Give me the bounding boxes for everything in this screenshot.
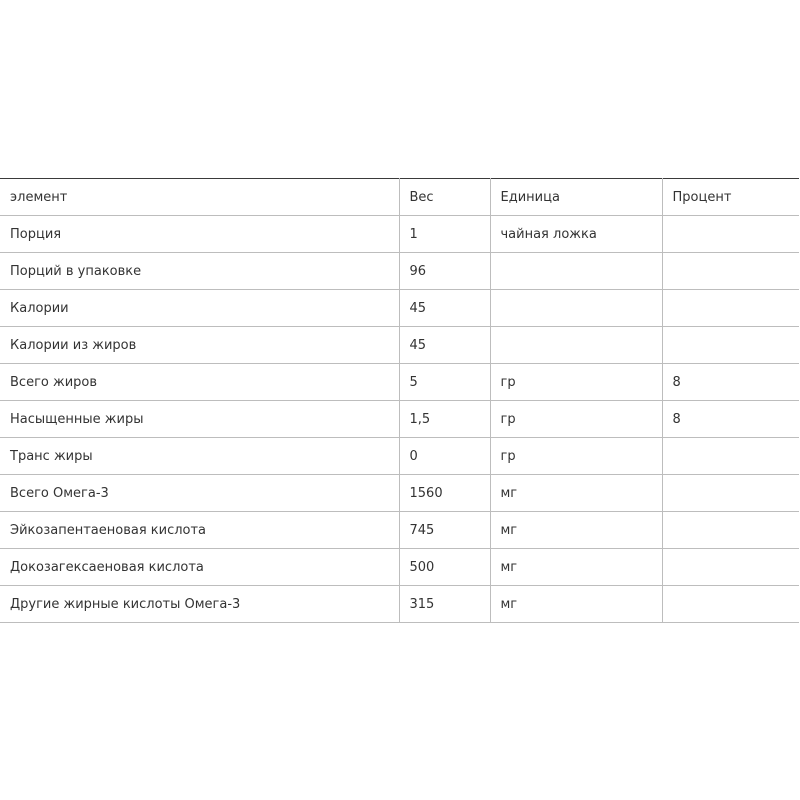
table-cell-unit: мг bbox=[490, 586, 662, 623]
table-cell-weight: 1,5 bbox=[399, 401, 490, 438]
table-cell-element: Порций в упаковке bbox=[0, 253, 399, 290]
table-cell-unit bbox=[490, 290, 662, 327]
table-cell-percent bbox=[662, 327, 799, 364]
table-cell-percent bbox=[662, 512, 799, 549]
table-cell-percent bbox=[662, 475, 799, 512]
table-cell-percent bbox=[662, 290, 799, 327]
table-cell-weight: 500 bbox=[399, 549, 490, 586]
table-cell-weight: 0 bbox=[399, 438, 490, 475]
table-cell-element: Докозагексаеновая кислота bbox=[0, 549, 399, 586]
table-row bbox=[0, 327, 799, 364]
table-row bbox=[0, 216, 799, 253]
table-cell-element: Эйкозапентаеновая кислота bbox=[0, 512, 399, 549]
table-cell-weight: 5 bbox=[399, 364, 490, 401]
table-row bbox=[0, 586, 799, 623]
table-cell-weight: 1 bbox=[399, 216, 490, 253]
table-cell-weight: 745 bbox=[399, 512, 490, 549]
column-header-weight: Вес bbox=[399, 179, 490, 216]
table-row bbox=[0, 253, 799, 290]
table-row bbox=[0, 290, 799, 327]
table-cell-unit: гр bbox=[490, 401, 662, 438]
table-cell-unit: гр bbox=[490, 438, 662, 475]
table-cell-element: Насыщенные жиры bbox=[0, 401, 399, 438]
table-cell-element: Калории bbox=[0, 290, 399, 327]
table-cell-weight: 1560 bbox=[399, 475, 490, 512]
table-cell-element: Порция bbox=[0, 216, 399, 253]
table-cell-weight: 315 bbox=[399, 586, 490, 623]
table-row bbox=[0, 512, 799, 549]
table-row bbox=[0, 401, 799, 438]
table-cell-element: Транс жиры bbox=[0, 438, 399, 475]
table-cell-percent bbox=[662, 438, 799, 475]
nutrition-table bbox=[0, 178, 799, 623]
table-cell-element: Калории из жиров bbox=[0, 327, 399, 364]
table-cell-percent bbox=[662, 216, 799, 253]
column-header-element: элемент bbox=[0, 179, 399, 216]
nutrition-table-container bbox=[0, 178, 799, 624]
table-cell-unit: мг bbox=[490, 512, 662, 549]
table-row bbox=[0, 364, 799, 401]
column-header-unit: Единица bbox=[490, 179, 662, 216]
table-cell-unit bbox=[490, 253, 662, 290]
table-cell-unit: мг bbox=[490, 475, 662, 512]
column-header-percent: Процент bbox=[662, 179, 799, 216]
table-cell-weight: 45 bbox=[399, 327, 490, 364]
table-cell-unit: чайная ложка bbox=[490, 216, 662, 253]
table-cell-percent bbox=[662, 586, 799, 623]
table-row bbox=[0, 475, 799, 512]
table-cell-unit: мг bbox=[490, 549, 662, 586]
table-header-row bbox=[0, 179, 799, 216]
table-cell-unit bbox=[490, 327, 662, 364]
table-cell-percent: 8 bbox=[662, 401, 799, 438]
table-cell-element: Всего Омега-3 bbox=[0, 475, 399, 512]
table-row bbox=[0, 549, 799, 586]
table-cell-unit: гр bbox=[490, 364, 662, 401]
table-row bbox=[0, 438, 799, 475]
table-cell-percent bbox=[662, 549, 799, 586]
table-cell-weight: 45 bbox=[399, 290, 490, 327]
table-cell-percent bbox=[662, 253, 799, 290]
table-cell-percent: 8 bbox=[662, 364, 799, 401]
table-cell-element: Другие жирные кислоты Омега-3 bbox=[0, 586, 399, 623]
table-cell-element: Всего жиров bbox=[0, 364, 399, 401]
table-cell-weight: 96 bbox=[399, 253, 490, 290]
